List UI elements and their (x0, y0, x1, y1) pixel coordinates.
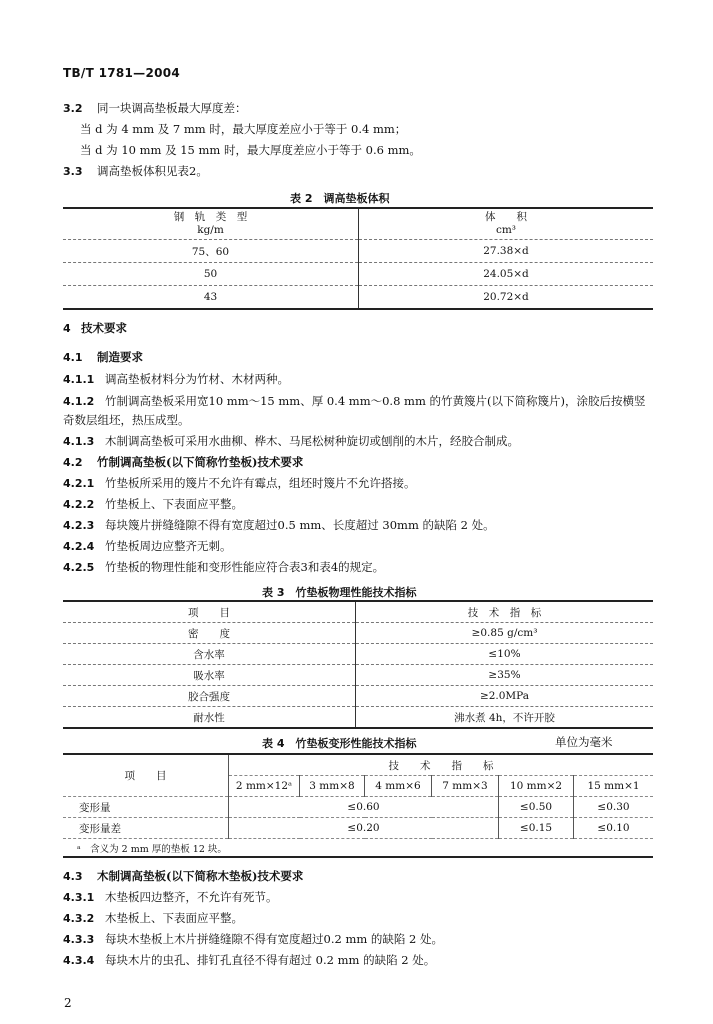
table3-col2-header: 技 术 指 标 (356, 601, 654, 623)
section-4-heading: 4 技术要求 (63, 321, 127, 335)
clause-4-2-2: 4.2.2 竹垫板上、下表面应平整。 (63, 497, 243, 511)
table3 (63, 600, 653, 729)
table4-group-header: 技 术 指 标 (229, 754, 654, 776)
clause-4-1-2: 4.1.2 竹制调高垫板采用宽10 mm～15 mm、厚 0.4 mm～0.8 mm 的竹黄篾片(以下简称篾片)，涂胶后按横竖奇数层组坯，热压成型。 (63, 394, 646, 427)
table3-col1-header: 项 目 (63, 601, 356, 623)
section-4-1-heading: 4.1 制造要求 (63, 350, 143, 364)
clause-4-2-4: 4.2.4 竹垫板周边应整齐无刺。 (63, 539, 232, 553)
table-row: 吸水率 ≥35% (63, 665, 653, 686)
table2-header-row (63, 208, 653, 240)
clause-3-2-line1: 当 d 为 4 mm 及 7 mm 时，最大厚度差应小于等于 0.4 mm； (80, 122, 407, 136)
table4 (63, 753, 653, 858)
table4-unit: 单位为毫米 (555, 735, 613, 749)
table2-col1-header: 钢 轨 类 型 kg/m (63, 208, 359, 240)
section-4-3-heading: 4.3 木制调高垫板(以下简称木垫板)技术要求 (63, 869, 304, 883)
page-number: 2 (64, 996, 72, 1010)
clause-4-1-1: 4.1.1 调高垫板材料分为竹材、木材两种。 (63, 372, 289, 386)
table4-size-cell: 2 mm×12ᵃ (229, 776, 300, 797)
table-row: 43 20.72×d (63, 286, 653, 310)
table2-caption: 表 2 调高垫板体积 (290, 192, 390, 205)
clause-4-3-1: 4.3.1 木垫板四边整齐，不允许有死节。 (63, 890, 278, 904)
clause-4-2-5: 4.2.5 竹垫板的物理性能和变形性能应符合表3和表4的规定。 (63, 560, 385, 574)
table4-size-cell: 7 mm×3 (432, 776, 499, 797)
table-row: 含水率 ≤10% (63, 644, 653, 665)
table-row: 75、60 27.38×d (63, 240, 653, 263)
table4-note: ᵃ 含义为 2 mm 厚的垫板 12 块。 (63, 839, 653, 858)
table-row: 50 24.05×d (63, 263, 653, 286)
table4-size-cell: 10 mm×2 (499, 776, 574, 797)
table4-size-cell: 15 mm×1 (574, 776, 654, 797)
clause-4-3-3: 4.3.3 每块木垫板上木片拼缝缝隙不得有宽度超过0.2 mm 的缺陷 2 处。 (63, 932, 444, 946)
table3-caption: 表 3 竹垫板物理性能技术指标 (262, 586, 417, 599)
table4-size-cell: 4 mm×6 (365, 776, 432, 797)
table4-item-header: 项 目 (63, 754, 229, 797)
table-row: 变形量 ≤0.60 ≤0.50 ≤0.30 (63, 797, 653, 818)
document-header: TB/T 1781—2004 (63, 66, 181, 80)
table4-note-row (63, 839, 653, 858)
table4-group-header-row (63, 754, 653, 776)
section-4-2-heading: 4.2 竹制调高垫板(以下简称竹垫板)技术要求 (63, 455, 304, 469)
clause-4-2-3: 4.2.3 每块篾片拼缝缝隙不得有宽度超过0.5 mm、长度超过 30mm 的缺陷 2 处。 (63, 518, 495, 532)
table-row: 耐水性 沸水煮 4h，不许开胶 (63, 707, 653, 729)
clause-4-3-2: 4.3.2 木垫板上、下表面应平整。 (63, 911, 243, 925)
table-row: 密 度 ≥0.85 g/cm³ (63, 623, 653, 644)
table2-col2-header: 体 积 cm³ (359, 208, 654, 240)
table-row: 变形量差 ≤0.20 ≤0.15 ≤0.10 (63, 818, 653, 839)
table2 (63, 207, 653, 310)
table4-caption: 表 4 竹垫板变形性能技术指标 (262, 737, 417, 750)
clause-4-3-4: 4.3.4 每块木片的虫孔、排钉孔直径不得有超过 0.2 mm 的缺陷 2 处。 (63, 953, 436, 967)
table-row: 胶合强度 ≥2.0MPa (63, 686, 653, 707)
clause-3-2-line2: 当 d 为 10 mm 及 15 mm 时，最大厚度差应小于等于 0.6 mm。 (80, 143, 421, 157)
table4-size-cell: 3 mm×8 (300, 776, 365, 797)
clause-4-1-3: 4.1.3 木制调高垫板可采用水曲柳、桦木、马尾松树种旋切或刨削的木片，经胶合制成。 (63, 434, 519, 448)
clause-3-3: 3.3 调高垫板体积见表2。 (63, 164, 208, 178)
clause-4-2-1: 4.2.1 竹垫板所采用的篾片不允许有霉点，组坯时篾片不允许搭接。 (63, 476, 416, 490)
clause-3-2: 3.2 同一块调高垫板最大厚度差： (63, 101, 247, 115)
table3-header-row (63, 601, 653, 623)
